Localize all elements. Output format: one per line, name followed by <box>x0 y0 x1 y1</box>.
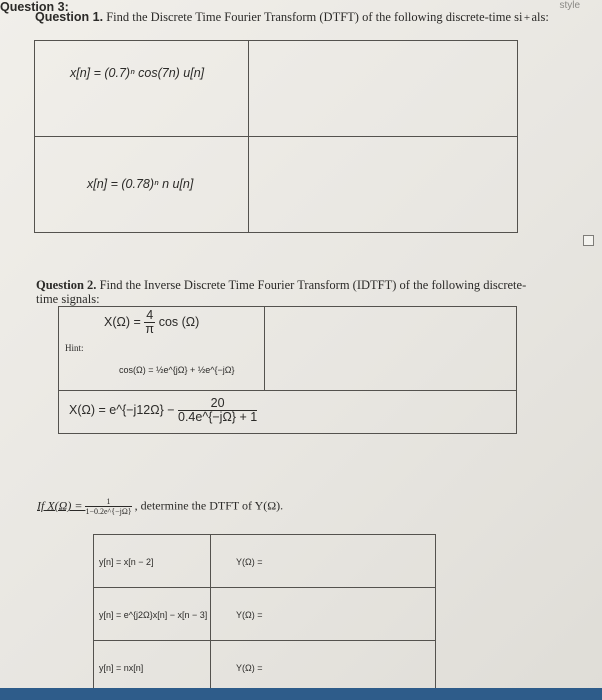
answer-label: Y(Ω) = <box>236 610 263 620</box>
question-2-table <box>58 306 517 434</box>
signal-cell <box>59 391 517 434</box>
signal-expression: x[n] = (0.78)ⁿ n u[n] <box>87 177 194 191</box>
signal-cell <box>94 588 211 641</box>
signal-expression: y[n] = x[n − 2] <box>99 557 154 567</box>
pen-mark: + <box>523 12 531 24</box>
question-1-table <box>34 40 518 233</box>
fraction-denominator: 1−0.2e^{−jΩ} <box>85 507 132 516</box>
table-row <box>94 535 436 588</box>
question-1-heading <box>35 10 555 25</box>
signal-lhs: X(Ω) = e^{−j12Ω} − <box>69 402 178 417</box>
table-row <box>94 641 436 694</box>
intro-prefix: If X(Ω) = <box>37 498 86 513</box>
fraction-numerator: 1 <box>85 497 131 507</box>
signal-cell <box>94 641 211 694</box>
answer-label: Y(Ω) = <box>236 663 263 673</box>
question-1-text-end: als: <box>531 10 549 24</box>
fraction-denominator: π <box>145 322 155 336</box>
question-1-label: Question 1. <box>35 10 104 24</box>
signal-expression: x[n] = (0.7)ⁿ cos(7n) u[n] <box>70 66 205 80</box>
answer-cell[interactable] <box>265 307 517 391</box>
question-3-label: Question 3: <box>0 0 69 14</box>
fraction <box>85 497 131 516</box>
answer-cell[interactable] <box>211 641 436 694</box>
signal-cell <box>35 41 249 137</box>
signal-cell <box>94 535 211 588</box>
signal-expression <box>104 309 199 336</box>
corner-text: style <box>559 0 580 11</box>
question-3-intro <box>37 497 283 516</box>
answer-cell[interactable] <box>249 137 518 233</box>
table-row <box>59 307 517 391</box>
signal-cell <box>59 307 265 391</box>
fraction-numerator: 4 <box>146 308 154 322</box>
fraction-numerator: 20 <box>178 397 257 411</box>
checkbox[interactable] <box>583 235 594 246</box>
question-3-table <box>93 534 436 694</box>
table-row <box>94 588 436 641</box>
table-row <box>35 41 518 137</box>
question-1-text: Find the Discrete Time Fourier Transform (DTFT) of the following discrete-time si <box>106 10 523 24</box>
answer-cell[interactable] <box>211 588 436 641</box>
intro-suffix: , determine the DTFT of Y(Ω). <box>134 498 284 513</box>
signal-expression <box>69 397 257 424</box>
answer-cell[interactable] <box>249 41 518 137</box>
question-2-heading <box>36 278 546 306</box>
hint-formula: cos(Ω) = ½e^{jΩ} + ½e^{−jΩ} <box>119 365 235 375</box>
bottom-bar <box>0 688 602 700</box>
answer-label: Y(Ω) = <box>236 557 263 567</box>
signal-expression: y[n] = e^{j2Ω}x[n] − x[n − 3] <box>99 610 208 620</box>
signal-expression: y[n] = nx[n] <box>99 663 144 673</box>
table-row <box>59 391 517 434</box>
fraction <box>144 309 155 336</box>
question-2-text: Find the Inverse Discrete Time Fourier Transform (IDTFT) of the following discrete-time signals: <box>36 278 527 306</box>
answer-cell[interactable] <box>211 535 436 588</box>
hint-label: Hint: <box>65 343 84 353</box>
signal-rhs: cos (Ω) <box>158 314 200 329</box>
fraction <box>178 397 257 424</box>
question-2-label: Question 2. <box>36 278 97 292</box>
table-row <box>35 137 518 233</box>
signal-lhs: X(Ω) = <box>104 314 145 329</box>
signal-cell <box>35 137 249 233</box>
fraction-denominator: 0.4e^{−jΩ} + 1 <box>178 410 258 424</box>
